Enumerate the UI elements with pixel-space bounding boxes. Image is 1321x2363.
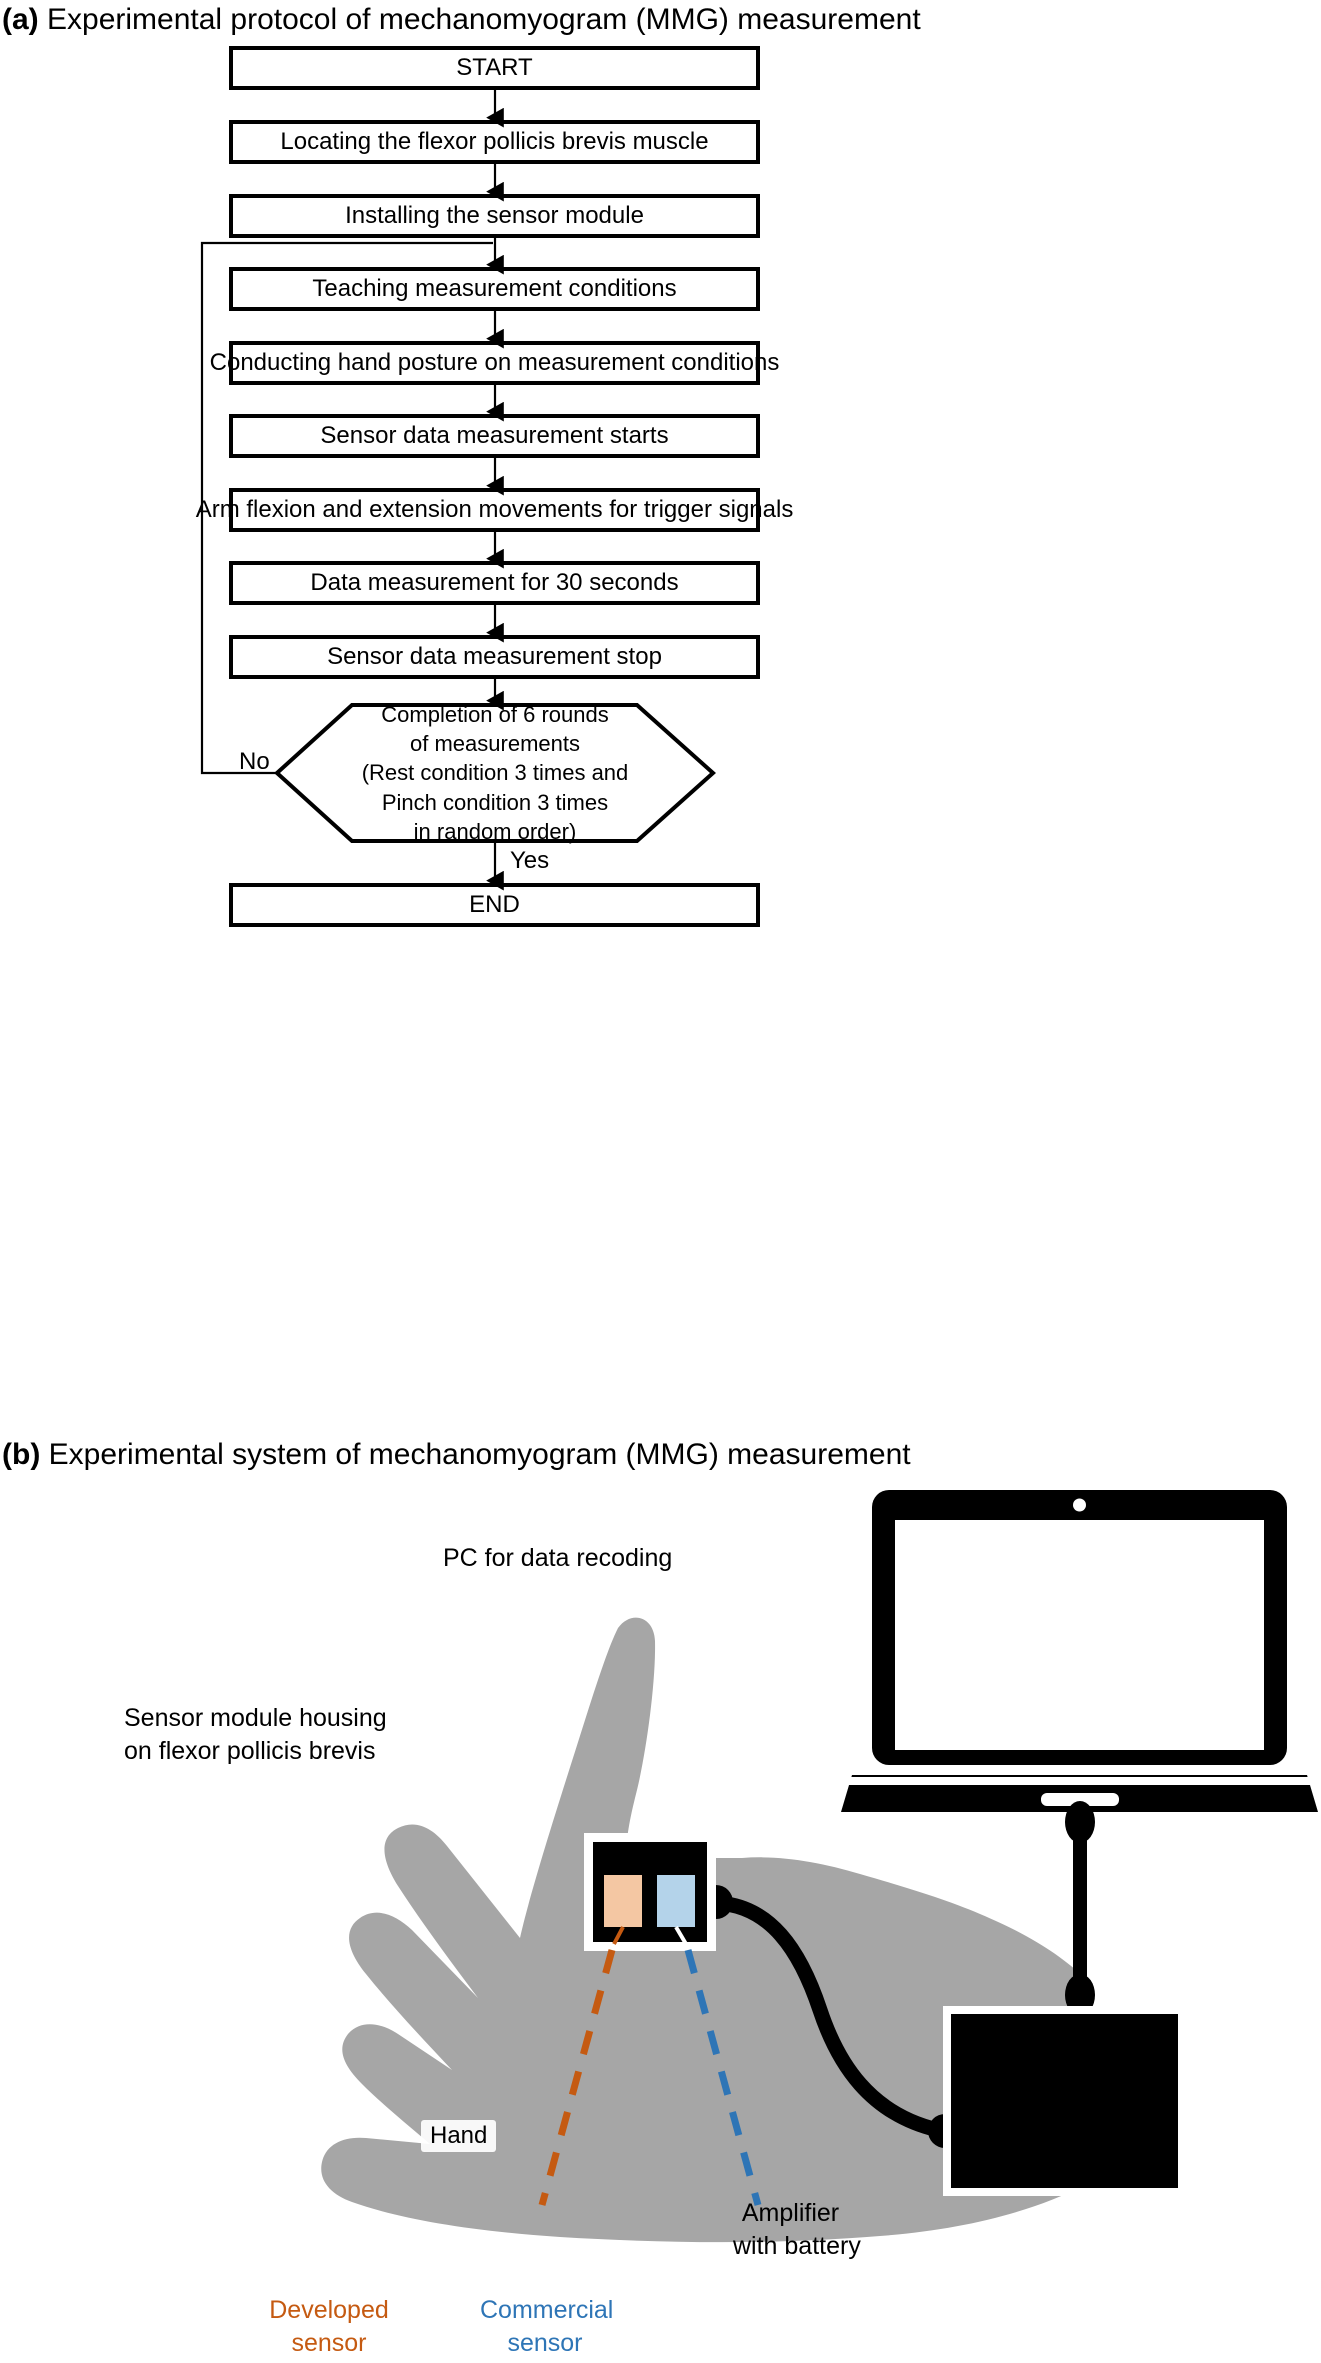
flow-label-duration: Data measurement for 30 seconds bbox=[310, 569, 679, 597]
pc-label: PC for data recoding bbox=[443, 1544, 673, 1572]
developed-sensor-line2: sensor bbox=[291, 2328, 367, 2357]
flow-label-start: START bbox=[456, 54, 533, 82]
laptop-cable-plug-top bbox=[1065, 1801, 1095, 1843]
panel-b-tag: (b) bbox=[2, 1438, 41, 1471]
panel-b-title-text: Experimental system of mechanomyogram (MMG) measurement bbox=[48, 1438, 911, 1471]
flow-label-end: END bbox=[469, 891, 520, 919]
decision-line-3: (Rest condition 3 times and bbox=[361, 760, 629, 786]
commercial-sensor-line1: Commercial bbox=[480, 2296, 614, 2324]
sensor-housing-line2: on flexor pollicis brevis bbox=[124, 1736, 376, 1765]
flow-label-decision bbox=[300, 702, 690, 844]
decision-line-5: in random order) bbox=[413, 818, 577, 844]
decision-line-1: Completion of 6 rounds bbox=[381, 702, 609, 728]
hand-label: Hand bbox=[421, 2120, 496, 2152]
developed-sensor-label bbox=[267, 2294, 391, 2359]
flow-label-install: Installing the sensor module bbox=[345, 202, 644, 230]
decision-line-2: of measurements bbox=[410, 731, 580, 757]
flow-label-trigger: Arm flexion and extension movements for trigger signals bbox=[195, 496, 794, 524]
commercial-sensor-line2: sensor bbox=[507, 2328, 583, 2357]
flow-label-stop-meas: Sensor data measurement stop bbox=[327, 643, 662, 671]
commercial-sensor-label bbox=[480, 2294, 614, 2359]
sensor-module-housing bbox=[584, 1833, 716, 1951]
panel-a-tag: (a) bbox=[2, 3, 39, 36]
commercial-sensor-swatch bbox=[657, 1875, 695, 1927]
flow-label-posture: Conducting hand posture on measurement conditions bbox=[209, 349, 780, 377]
laptop-icon bbox=[841, 1490, 1318, 1812]
amplifier-box bbox=[943, 2006, 1186, 2196]
panel-a-title-text: Experimental protocol of mechanomyogram (MMG) measurement bbox=[47, 3, 921, 36]
amplifier-line2: with battery bbox=[733, 2231, 861, 2260]
developed-sensor-line1: Developed bbox=[269, 2296, 389, 2324]
flow-branch-label-yes: Yes bbox=[510, 847, 550, 874]
amplifier-label bbox=[733, 2197, 861, 2262]
flow-label-start-meas: Sensor data measurement starts bbox=[320, 422, 669, 450]
decision-line-4: Pinch condition 3 times bbox=[381, 789, 609, 815]
system-illustration bbox=[0, 1450, 1321, 2363]
amplifier-line1: Amplifier bbox=[741, 2199, 840, 2227]
flow-label-teach: Teaching measurement conditions bbox=[312, 275, 677, 303]
sensor-housing-line1: Sensor module housing bbox=[124, 1704, 387, 1732]
flow-label-locate: Locating the flexor pollicis brevis muscle bbox=[280, 128, 709, 156]
developed-sensor-swatch bbox=[604, 1875, 642, 1927]
sensor-housing-label bbox=[124, 1702, 387, 1767]
flow-branch-label-no: No bbox=[239, 748, 270, 775]
